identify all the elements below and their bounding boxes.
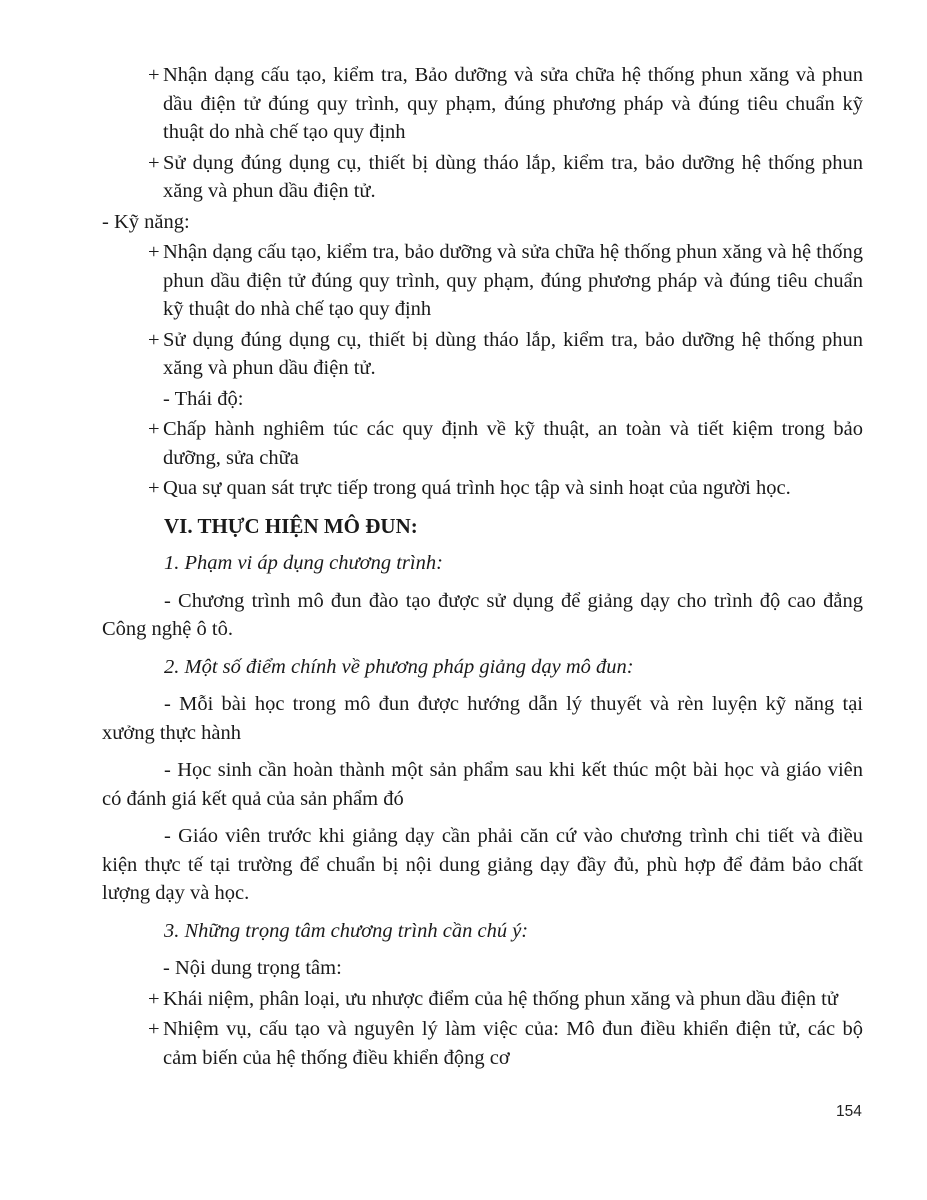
list-item-plus: [148, 474, 863, 503]
list-item-text: Chấp hành nghiêm túc các quy định về kỹ thuật, an toàn và tiết kiệm trong bảo dưỡng, sửa chữa: [163, 418, 863, 469]
subsection-heading-3: 3. Những trọng tâm chương trình cần chú ý:: [164, 919, 529, 942]
list-item-plus: [148, 326, 863, 383]
plus-marker: +: [148, 1018, 160, 1040]
subsection-heading-2: 2. Một số điểm chính về phương pháp giảng dạy mô đun:: [164, 655, 634, 678]
list-item-plus: [148, 238, 863, 324]
list-item-plus: [148, 985, 863, 1014]
subsection-heading-1: 1. Phạm vi áp dụng chương trình:: [164, 552, 443, 574]
list-item-text: Qua sự quan sát trực tiếp trong quá trình học tập và sinh hoạt của người học.: [163, 477, 791, 499]
plus-marker: +: [148, 241, 160, 263]
paragraph: - Giáo viên trước khi giảng dạy cần phải căn cứ vào chương trình chi tiết và điều kiện thực tế tại trường để chuẩn bị nội dung giảng dạy đầy đủ, phù hợp để đảm bảo chất lượng dạy và học.: [102, 825, 863, 904]
list-item-text: Khái niệm, phân loại, ưu nhược điểm của hệ thống phun xăng và phun dầu điện tử: [163, 987, 838, 1010]
list-item-text: Nhận dạng cấu tạo, kiểm tra, Bảo dưỡng và sửa chữa hệ thống phun xăng và phun dầu điện tử đúng quy trình, quy phạm, đúng phương pháp và đúng tiêu chuẩn kỹ thuật do nhà chế tạo quy định: [163, 64, 863, 143]
section-label-attitude: - Thái độ:: [163, 387, 244, 410]
plus-marker: +: [148, 987, 160, 1010]
plus-marker: +: [148, 477, 160, 499]
section-label-core-content: - Nội dung trọng tâm:: [163, 957, 342, 979]
plus-marker: +: [148, 151, 160, 174]
list-item-text: Nhiệm vụ, cấu tạo và nguyên lý làm việc của: Mô đun điều khiển điện tử, các bộ cảm biến của hệ thống điều khiển động cơ: [163, 1018, 863, 1069]
list-item-plus: [148, 61, 863, 147]
paragraph: - Học sinh cần hoàn thành một sản phẩm sau khi kết thúc một bài học và giáo viên có đánh giá kết quả của sản phẩm đó: [102, 759, 863, 810]
plus-marker: +: [148, 418, 160, 440]
list-item-plus: [148, 1015, 863, 1072]
list-item-text: Sử dụng đúng dụng cụ, thiết bị dùng tháo lắp, kiểm tra, bảo dưỡng hệ thống phun xăng và phun dầu điện tử.: [163, 328, 863, 379]
page-number: 154: [836, 1103, 862, 1120]
paragraph: - Chương trình mô đun đào tạo được sử dụng để giảng dạy cho trình độ cao đẳng Công nghệ ô tô.: [102, 589, 863, 640]
document-body: [102, 61, 863, 1074]
plus-marker: +: [148, 328, 160, 351]
section-label-skills: - Kỹ năng:: [102, 210, 190, 233]
paragraph: - Mỗi bài học trong mô đun được hướng dẫn lý thuyết và rèn luyện kỹ năng tại xưởng thực hành: [102, 693, 863, 744]
list-item-plus: [148, 149, 863, 206]
section-heading-vi: VI. THỰC HIỆN MÔ ĐUN:: [164, 513, 418, 538]
list-item-text: Nhận dạng cấu tạo, kiểm tra, bảo dưỡng và sửa chữa hệ thống phun xăng và hệ thống phun dầu điện tử đúng quy trình, quy phạm, đúng phương pháp và đúng tiêu chuẩn kỹ thuật do nhà chế tạo quy định: [163, 241, 863, 320]
list-item-text: Sử dụng đúng dụng cụ, thiết bị dùng tháo lắp, kiểm tra, bảo dưỡng hệ thống phun xăng và phun dầu điện tử.: [163, 151, 863, 202]
list-item-plus: [148, 415, 863, 472]
plus-marker: +: [148, 64, 160, 86]
